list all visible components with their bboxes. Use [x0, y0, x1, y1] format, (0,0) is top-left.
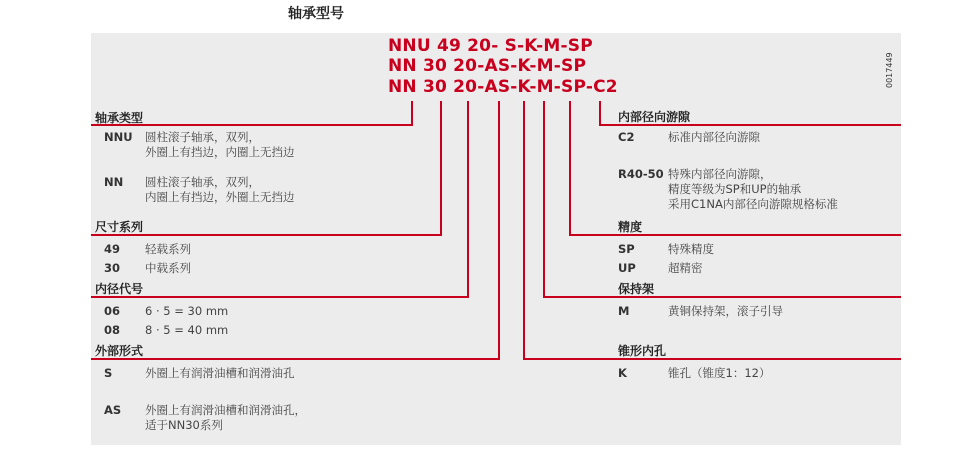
cage-heading: 保持架	[618, 282, 655, 296]
page-title: 轴承型号	[288, 6, 344, 22]
precision-desc-sp: 特殊精度	[668, 242, 714, 256]
precision-desc-up: 超精密	[668, 261, 703, 275]
dimension-series-desc-30: 中载系列	[145, 261, 191, 275]
external-form-heading: 外部形式	[95, 344, 144, 358]
clearance-heading: 内部径向游隙	[618, 110, 691, 124]
designation-code-2: NN 30 20-AS-K-M-SP	[388, 56, 587, 76]
clearance-key-c2: C2	[618, 130, 635, 144]
clearance-key-r40-50: R40-50	[618, 167, 664, 181]
external-form-desc-as: 外圈上有润滑油槽和润滑油孔， 适于NN30系列	[145, 403, 306, 432]
bearing-type-desc-nnu: 圆柱滚子轴承，双列， 外圈上有挡边，内圈上无挡边	[145, 130, 295, 159]
clearance-desc-c2: 标准内部径向游隙	[668, 130, 760, 144]
dimension-series-heading: 尺寸系列	[95, 220, 144, 234]
designation-code-3: NN 30 20-AS-K-M-SP-C2	[388, 77, 618, 97]
bore-code-desc-08: 8 · 5 = 40 mm	[145, 323, 229, 337]
bearing-type-desc-nn: 圆柱滚子轴承，双列， 内圈上有挡边，外圈上无挡边	[145, 175, 295, 204]
bore-code-key-06: 06	[104, 304, 121, 318]
cage-key-m: M	[618, 304, 630, 318]
precision-heading: 精度	[618, 220, 643, 234]
external-form-desc-s: 外圈上有润滑油槽和润滑油孔	[145, 366, 295, 380]
taper-bore-heading: 锥形内孔	[618, 344, 667, 358]
dimension-series-key-49: 49	[104, 242, 121, 256]
taper-bore-key-k: K	[618, 366, 627, 380]
designation-code-1: NNU 49 20- S-K-M-SP	[388, 36, 593, 56]
dimension-series-desc-49: 轻载系列	[145, 242, 191, 256]
bore-code-heading: 内径代号	[95, 282, 144, 296]
external-form-key-as: AS	[104, 403, 122, 417]
external-form-key-s: S	[104, 366, 113, 380]
precision-key-up: UP	[618, 261, 636, 275]
dimension-series-key-30: 30	[104, 261, 121, 275]
document-id: 0017449	[885, 52, 894, 88]
bore-code-key-08: 08	[104, 323, 121, 337]
precision-key-sp: SP	[618, 242, 635, 256]
bearing-type-key-nn: NN	[104, 175, 124, 189]
bearing-type-heading: 轴承类型	[95, 111, 144, 125]
clearance-desc-r40-50: 特殊内部径向游隙， 精度等级为SP和UP的轴承 采用C1NA内部径向游隙规格标准	[668, 167, 838, 211]
bore-code-desc-06: 6 · 5 = 30 mm	[145, 304, 229, 318]
bearing-type-key-nnu: NNU	[104, 130, 133, 144]
cage-desc-m: 黄铜保持架，滚子引导	[668, 304, 783, 318]
taper-bore-desc-k: 锥孔（锥度1：12）	[668, 366, 771, 380]
